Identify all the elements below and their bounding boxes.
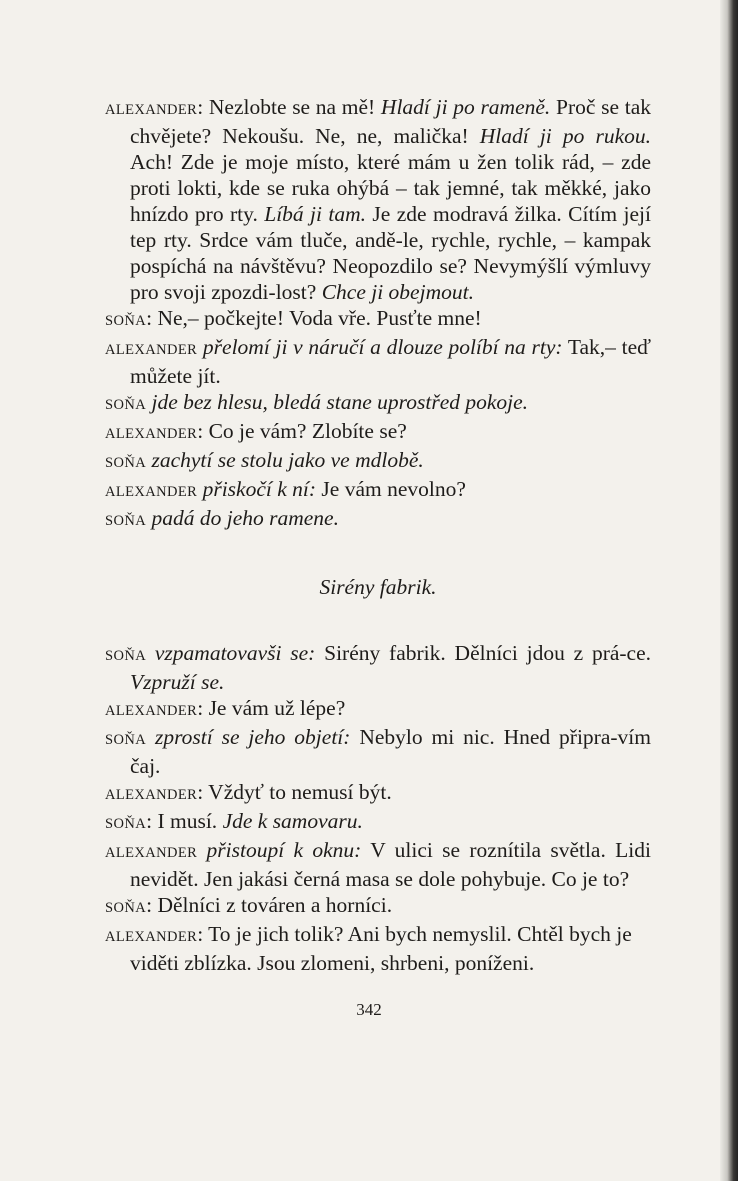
speech-alexander-3: ALEXANDER: Co je vám? Zlobíte se? bbox=[105, 419, 407, 443]
stage-direction: přistoupí k oknu: bbox=[206, 838, 362, 862]
speaker-name: ALEXANDER bbox=[105, 484, 198, 500]
speaker-name: SOŇA bbox=[105, 455, 147, 471]
speaker-name: SOŇA bbox=[105, 732, 147, 748]
stage-direction: Jde k samovaru. bbox=[222, 809, 363, 833]
speaker-name: SOŇA bbox=[105, 313, 147, 329]
speaker-name: SOŇA bbox=[105, 816, 147, 832]
play-text bbox=[105, 94, 651, 976]
stage-direction: Hladí ji po rukou. bbox=[479, 124, 651, 148]
speech-alexander-6: ALEXANDER: Vždyť to nemusí být. bbox=[105, 780, 392, 804]
speaker-name: ALEXANDER bbox=[105, 426, 198, 442]
stage-direction: vzpamatovavši se: bbox=[154, 641, 316, 665]
speech-sona-5: SOŇA vzpamatovavši se: Sirény fabrik. Dělníci jdou z prá-ce. Vzpruží se. bbox=[105, 641, 652, 694]
speaker-name: ALEXANDER bbox=[105, 845, 198, 861]
speech-alexander-8: ALEXANDER: To je jich tolik? Ani bych nemyslil. Chtěl bych je viděti zblízka. Jsou zlomeni, shrbeni, poníženi. bbox=[105, 922, 632, 975]
speech-alexander-1: ALEXANDER: Nezlobte se na mě! Hladí ji po rameně. Proč se tak chvějete? Nekoušu. Ne, ne, malička! Hladí ji po rukou. Ach! Zde je moje místo, které mám u žen tolik rád, – zde proti lokti, kde se ruka ohýbá – tak jemné, tak měkké, jako hnízdo pro rty. Líbá ji tam. Je zde modravá žilka. Cítím její tep rty. Srdce vám tluče, andě-le, rychle, rychle, – kampak pospíchá na návštěvu? Neopozdilo se? Nevymýšlí výmluvy pro svoji zpozdi-lost? Chce ji obejmout. bbox=[105, 95, 651, 304]
speech-sona-4 bbox=[105, 505, 651, 534]
stage-direction: Hladí ji po rameně. bbox=[380, 95, 551, 119]
stage-direction: Vzpruží se. bbox=[130, 670, 225, 694]
scene-heading: Sirény fabrik. bbox=[319, 575, 437, 599]
stage-direction: zprostí se jeho objetí: bbox=[154, 725, 351, 749]
speech-alexander-5: ALEXANDER: Je vám už lépe? bbox=[105, 696, 346, 720]
speaker-name: ALEXANDER bbox=[105, 703, 198, 719]
stage-direction: zachytí se stolu jako ve mdlobě. bbox=[151, 448, 424, 472]
stage-direction: jde bez hlesu, bledá stane uprostřed pokoje. bbox=[151, 390, 529, 414]
stage-direction: Líbá ji tam. bbox=[264, 202, 367, 226]
speech-sona-3 bbox=[105, 447, 651, 476]
page-number: 342 bbox=[356, 1000, 382, 1019]
stage-direction: přiskočí k ní: bbox=[202, 477, 317, 501]
speech-sona-6: SOŇA zprostí se jeho objetí: Nebylo mi nic. Hned připra-vím čaj. bbox=[105, 725, 651, 778]
speaker-name: ALEXANDER bbox=[105, 929, 198, 945]
speaker-name: SOŇA bbox=[105, 648, 147, 664]
speech-alexander-4: ALEXANDER přiskočí k ní: Je vám nevolno? bbox=[105, 477, 466, 501]
speech-sona-2 bbox=[105, 389, 651, 418]
speaker-name: ALEXANDER bbox=[105, 787, 198, 803]
speech-alexander-7: ALEXANDER přistoupí k oknu: V ulici se roznítila světla. Lidi nevidět. Jen jakási černá masa se dole pohybuje. Co je to? bbox=[105, 838, 651, 891]
stage-direction: Chce ji obejmout. bbox=[321, 280, 474, 304]
speaker-name: SOŇA bbox=[105, 513, 147, 529]
speaker-name: ALEXANDER bbox=[105, 342, 198, 358]
speech-sona-7: SOŇA: I musí. Jde k samovaru. bbox=[105, 809, 363, 833]
speech-sona-1: SOŇA: Ne,– počkejte! Voda vře. Pusťte mne! bbox=[105, 306, 482, 330]
speech-alexander-2: ALEXANDER přelomí ji v náručí a dlouze políbí na rty: Tak,– teď můžete jít. bbox=[105, 335, 652, 388]
stage-direction: přelomí ji v náručí a dlouze políbí na rty: bbox=[202, 335, 563, 359]
speaker-name: SOŇA bbox=[105, 900, 147, 916]
speaker-name: ALEXANDER bbox=[105, 102, 198, 118]
speaker-name: SOŇA bbox=[105, 397, 147, 413]
stage-direction: padá do jeho ramene. bbox=[151, 506, 339, 530]
speech-sona-8: SOŇA: Dělníci z továren a horníci. bbox=[105, 893, 393, 917]
